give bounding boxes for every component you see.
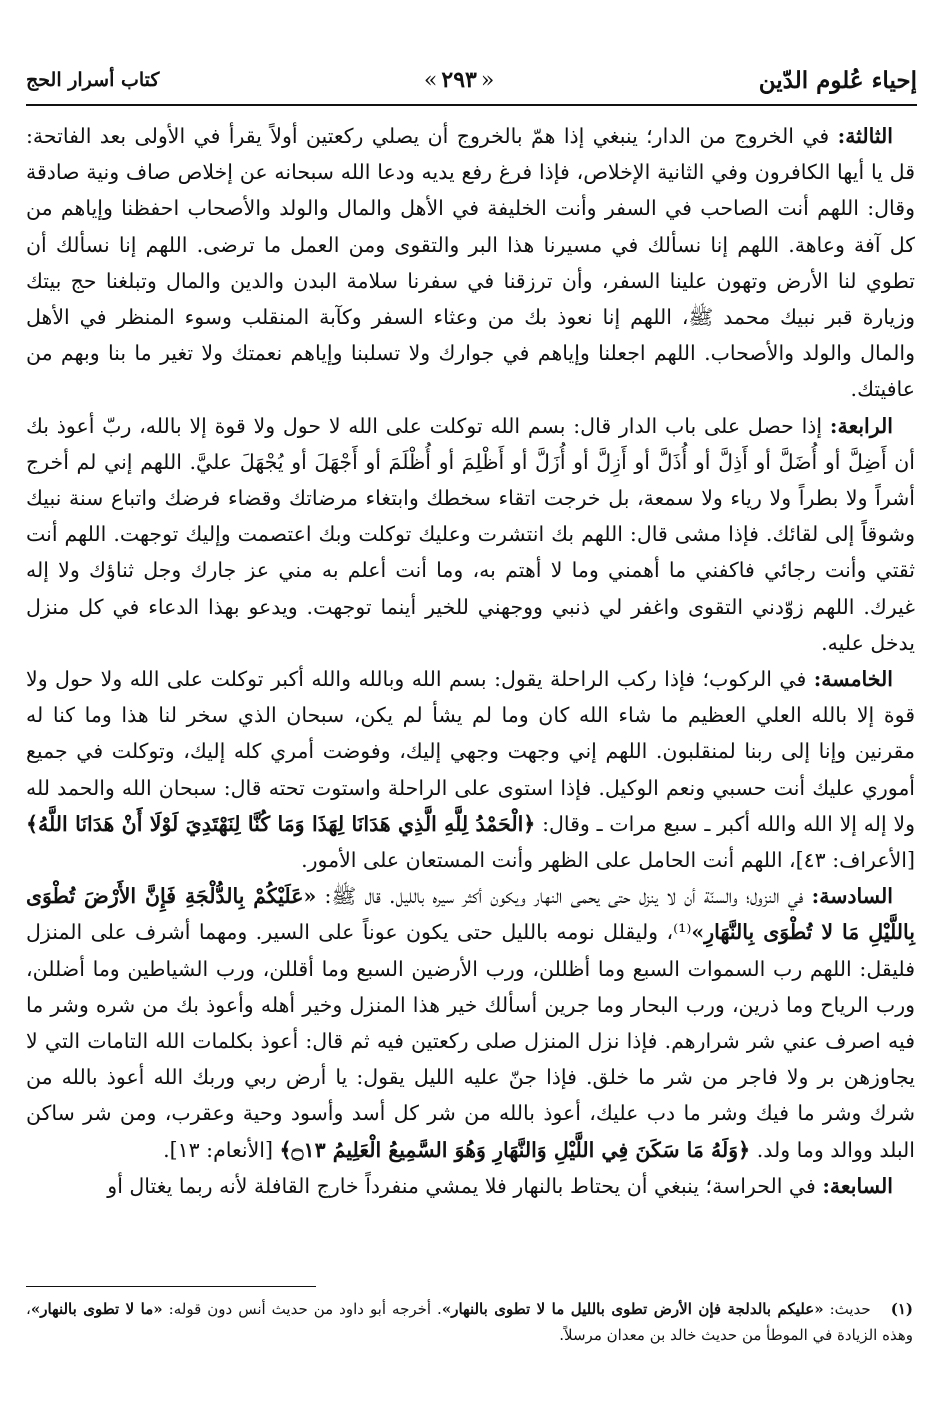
paragraph-lead: الرابعة:	[829, 413, 893, 438]
header-rule	[26, 104, 917, 106]
paragraph-text: [الأنعام: ١٣].	[163, 1137, 273, 1162]
paragraph-text: [الأعراف: ٤٣]، اللهم أنت الحامل على الظهر وأنت المستعان على الأمور.	[301, 848, 915, 873]
book-title: إحياء عُلوم الدّين	[758, 66, 917, 94]
paragraph-sixth	[26, 878, 915, 1168]
chapter-title: كتاب أسرار الحج	[26, 69, 160, 91]
paragraph-text: في النزول؛ والسنّة أن لا ينزل حتى يحمى النهار ويكون أكثر سيره بالليل. قال ﷺ:	[324, 884, 804, 909]
footnote-text: حديث:	[829, 1300, 871, 1318]
paragraph-seventh	[26, 1168, 915, 1204]
paragraph-fourth	[26, 408, 915, 661]
footnote-text: . أخرجه أبو داود من حديث أنس دون قوله:	[168, 1300, 442, 1318]
footnote-ref[interactable]: ⁽¹⁾	[673, 920, 692, 945]
footnote	[26, 1296, 913, 1348]
footnote-quote: «ما لا تطوى بالنهار»	[30, 1300, 163, 1318]
quran-verse: ﴿الْحَمْدُ لِلَّهِ الَّذِي هَدَانَا لِهَذَا وَمَا كُنَّا لِنَهْتَدِيَ لَوْلَا أَنْ هَدَانَا اللَّهُ﴾	[26, 811, 536, 836]
footnote-rule	[26, 1286, 316, 1287]
paragraph-lead: الخامسة:	[813, 667, 893, 692]
paragraph-text: في الركوب؛ فإذا ركب الراحلة يقول: بسم الله وبالله والله أكبر توكلت على الله ولا حول ولا قوة إلا بالله العلي العظيم ما شاء الله كان وما لم يشأ لم يكن، سبحان الذي سخر لنا هذا وما كنا له مقرنين وإنا إلى ربنا لمنقلبون. اللهم إني وجهت وجهي إليك، وفوضت أمري كله إليك، وتوكلت في جميع أموري عليك أنت حسبي ونعم الوكيل. فإذا استوى على الراحلة واستوت تحته قال: سبحان الله والحمد لله ولا إله إلا الله والله أكبر ـ سبع مرات ـ وقال:	[26, 667, 915, 836]
page-header	[26, 58, 917, 102]
page-number: « ٢٩٣ »	[424, 67, 494, 93]
paragraph-third	[26, 118, 915, 408]
paragraph-lead: السابعة:	[822, 1173, 893, 1198]
footnote-number: (١)	[890, 1300, 913, 1318]
paragraph-text: إذا حصل على باب الدار قال: بسم الله توكلت على الله لا حول ولا قوة إلا بالله، ربّ أعوذ بك أن أَضِلَّ أو أُضَلَّ أو أَذِلَّ أو أُذَلَّ أو أَزِلَّ أو أُزَلَّ أو أَظْلِمَ أو أُظْلَمَ أو أَجْهَلَ أو يُجْهَلَ عليَّ. اللهم إني لم أخرج أشراً ولا بطراً ولا رياء ولا سمعة، بل خرجت اتقاء سخطك وابتغاء مرضاتك وقضاء فرضك واتباع سنة نبيك وشوقاً إلى لقائك. فإذا مشى قال: اللهم بك انتشرت وعليك توكلت وبك اعتصمت وإليك توجهت. اللهم أنت ثقتي وأنت رجائي فاكفني ما أهمني وما لا أهتم به، وما أنت أعلم به مني عز جارك وجل ثناؤك ولا إله غيرك. اللهم زوّدني التقوى واغفر لي ذنبي ووجهني للخير أينما توجهت. ويدعو بهذا الدعاء في كل منزل يدخل عليه.	[26, 413, 915, 655]
paragraph-text: في الحراسة؛ ينبغي أن يحتاط بالنهار فلا يمشي منفرداً خارج القافلة لأنه ربما يغتال أو	[107, 1173, 816, 1198]
paragraph-text: ، وليقلل نومه بالليل حتى يكون عوناً على السير. ومهما أشرف على المنزل فليقل: اللهم رب السموات السبع وما أظللن، ورب الأرضين السبع وما أقللن، ورب الشياطين وما أضللن، ورب الرياح وما ذرين، ورب البحار وما جرين أسألك خير هذا المنزل وخير أهله وأعوذ بك من شره وشر ما فيه اصرف عني شر شرارهم. فإذا نزل المنزل صلى ركعتين فيه ثم قال: أعوذ بكلمات الله التامات التي لا يجاوزهن بر ولا فاجر من شر ما خلق. فإذا جنّ عليه الليل يقول: يا أرض ربي وربك الله أعوذ بالله من شرك وشر ما فيك وشر ما دب عليك، أعوذ بالله من شر كل أسد وأسود وحية وعقرب، ومن شر ساكن البلد ووالد وما ولد.	[26, 920, 915, 1162]
paragraph-lead: السادسة:	[811, 884, 893, 909]
quran-verse: ﴿وَلَهُ مَا سَكَنَ فِي اللَّيْلِ وَالنَّهَارِ وَهُوَ السَّمِيعُ الْعَلِيمُ ۝١٣﴾	[279, 1137, 751, 1162]
main-text	[26, 118, 915, 1204]
hadith-quote: «عَلَيْكُمْ بِالدُّلْجَةِ فَإِنَّ الأَرْضَ تُطْوَى بِاللَّيْلِ مَا لا تُطْوَى بِالنَّهَارِ»	[26, 884, 915, 945]
paragraph-fifth	[26, 661, 915, 878]
footnote-text: ، وهذه الزيادة في الموطأ من حديث خالد بن معدان مرسلاً.	[26, 1300, 913, 1344]
paragraph-lead: الثالثة:	[837, 124, 893, 148]
paragraph-text: في الخروج من الدار؛ ينبغي إذا همّ بالخروج أن يصلي ركعتين أولاً يقرأ في الأولى بعد الفاتحة: قل يا أيها الكافرون وفي الثانية الإخلاص، فإذا فرغ رفع يديه ودعا الله سبحانه عن إخلاص صاف ونية صادقة وقال: اللهم أنت الصاحب في السفر وأنت الخليفة في الأهل والمال والولد والأصحاب احفظنا وإياهم من كل آفة وعاهة. اللهم إنا نسألك في مسيرنا هذا البر والتقوى ومن العمل ما ترضى. اللهم إنا نسألك أن تطوي لنا الأرض وتهون علينا السفر، وأن ترزقنا في سفرنا سلامة البدن والدين والمال وتبلغنا حج بيتك وزيارة قبر نبيك محمد ﷺ، اللهم إنا نعوذ بك من وعثاء السفر وكآبة المنقلب وسوء المنظر في الأهل والمال والولد والأصحاب. اللهم اجعلنا وإياهم في جوارك ولا تسلبنا وإياهم نعمتك ولا تغير ما بنا وبهم من عافيتك.	[26, 124, 915, 402]
footnote-quote: «عليكم بالدلجة فإن الأرض تطوى بالليل ما لا تطوى بالنهار»	[441, 1300, 824, 1318]
